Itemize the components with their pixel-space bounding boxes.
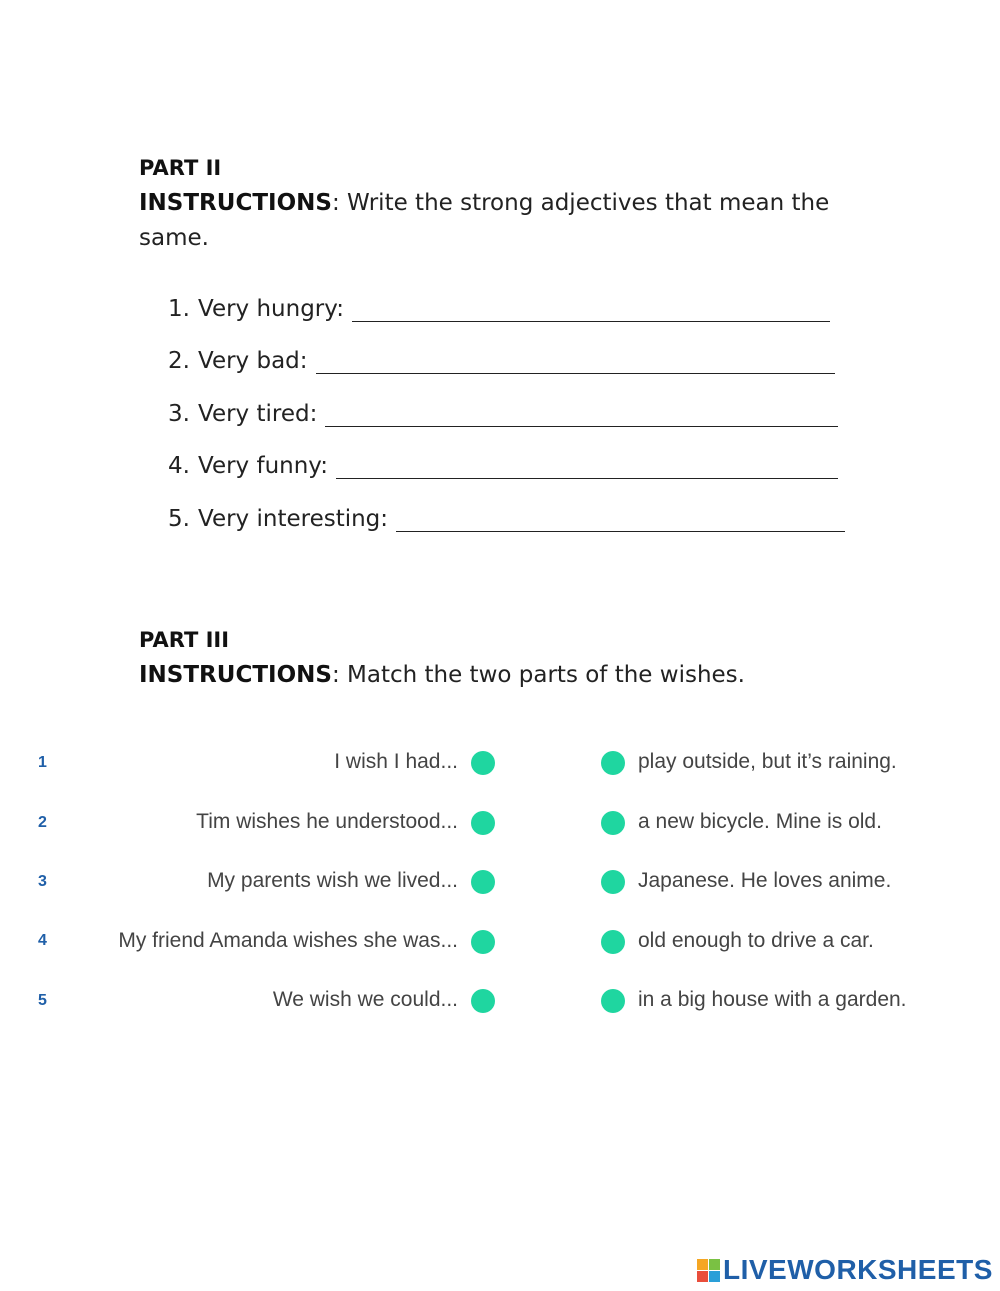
answer-blank[interactable] [396,509,845,532]
question-number: 1. [168,296,190,322]
match-right-item: old enough to drive a car. [638,929,874,952]
logo-text: LIVEWORKSHEETS [723,1254,993,1285]
logo-tile-e [709,1271,720,1282]
part3-instructions-text: : Match the two parts of the wishes. [331,662,745,688]
logo-icon [697,1259,720,1282]
part2-instructions-label: INSTRUCTIONS [139,190,332,216]
question-text: Very bad: [198,348,308,374]
match-left-dot[interactable] [471,930,495,954]
match-number: 5 [38,992,47,1009]
match-right-item: play outside, but it’s raining. [638,750,897,773]
question-text: Very interesting: [198,506,389,532]
part3-instructions [139,658,859,693]
question-4 [168,449,838,479]
match-left-dot[interactable] [471,989,495,1013]
question-1 [168,292,830,322]
part2-instructions [139,186,859,256]
match-left-item: My friend Amanda wishes she was... [118,929,458,952]
match-left-item: My parents wish we lived... [207,869,458,892]
match-left-dot[interactable] [471,811,495,835]
question-number: 5. [168,506,190,532]
question-number: 3. [168,401,190,427]
match-number: 1 [38,754,47,771]
answer-blank[interactable] [352,299,830,322]
part2-instructions-text: : Write the strong adjectives that mean the same. [139,190,830,251]
question-text: Very funny: [198,453,328,479]
logo-tile-l [697,1259,708,1270]
question-3 [168,397,838,427]
match-number: 4 [38,932,47,949]
match-left-item: We wish we could... [272,988,458,1011]
answer-blank[interactable] [316,351,835,374]
liveworksheets-logo [697,1254,993,1286]
part2-title: PART II [139,156,222,180]
match-right-dot[interactable] [601,870,625,894]
question-number: 4. [168,453,190,479]
logo-tile-i [709,1259,720,1270]
question-5 [168,502,845,532]
part3-title: PART III [139,628,230,652]
question-text: Very tired: [198,401,318,427]
match-right-dot[interactable] [601,989,625,1013]
question-number: 2. [168,348,190,374]
answer-blank[interactable] [325,404,838,427]
match-right-dot[interactable] [601,811,625,835]
match-left-dot[interactable] [471,870,495,894]
match-left-item: I wish I had... [334,750,458,773]
match-left-dot[interactable] [471,751,495,775]
logo-tile-v [697,1271,708,1282]
part3-instructions-label: INSTRUCTIONS [139,662,332,688]
match-number: 3 [38,873,47,890]
question-text: Very hungry: [198,296,344,322]
match-right-dot[interactable] [601,751,625,775]
match-left-item: Tim wishes he understood... [196,810,458,833]
answer-blank[interactable] [336,456,838,479]
question-2 [168,344,835,374]
match-right-item: in a big house with a garden. [638,988,907,1011]
match-number: 2 [38,814,47,831]
match-right-item: a new bicycle. Mine is old. [638,810,882,833]
match-right-dot[interactable] [601,930,625,954]
match-right-item: Japanese. He loves anime. [638,869,892,892]
